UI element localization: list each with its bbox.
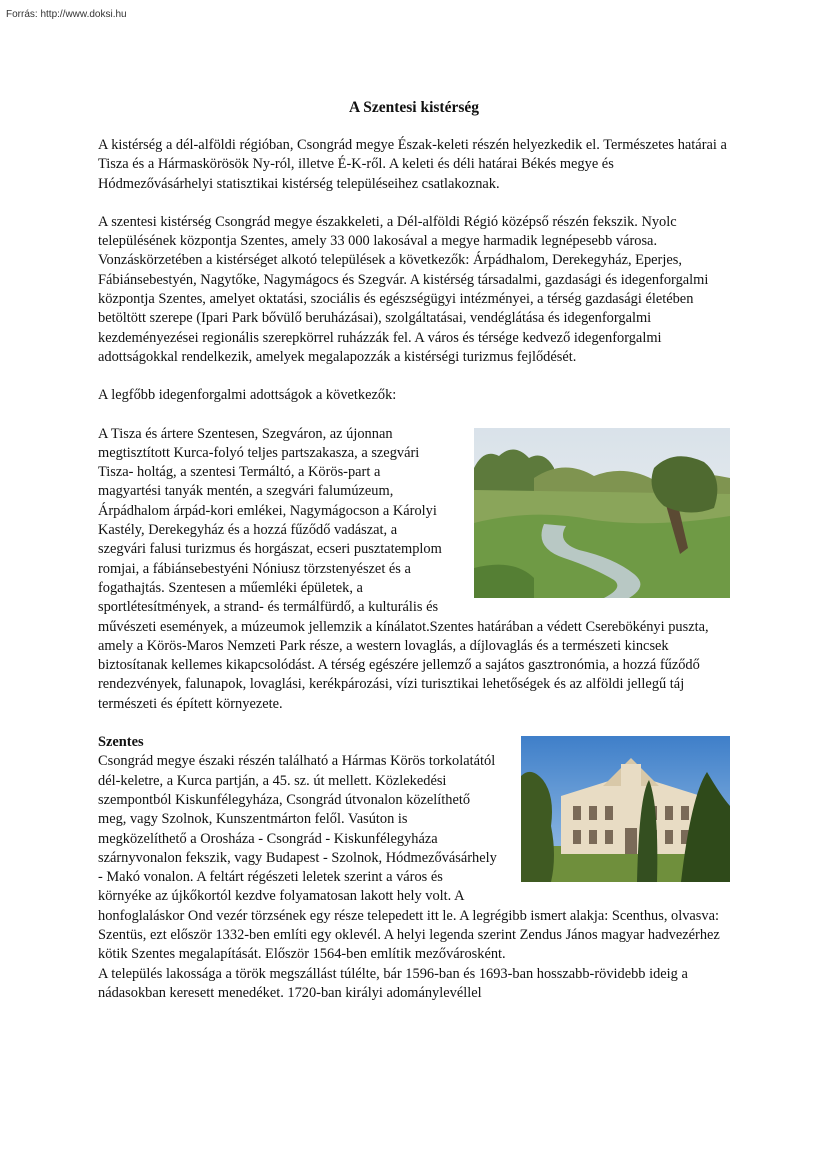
paragraph-attractions-intro: A legfőbb idegenforgalmi adottságok a következők: — [98, 387, 397, 404]
building-photo — [521, 736, 730, 882]
paragraph-history: A település lakossága a török megszállást túlélte, bár 1596-ban és 1693-ban hosszabb-rövidebb ideig a nádasokban keresett menedéket. 1720-ban királyi adománylevéllel — [98, 965, 688, 1001]
source-caption: Forrás: http://www.doksi.hu — [6, 9, 127, 20]
page-title: A Szentesi kistérség — [348, 99, 479, 116]
river-landscape-photo — [474, 428, 730, 598]
paragraph-overview: A szentesi kistérség Csongrád megye északkeleti, a Dél-alföldi Régió középső részén fekszik. Nyolc településének központja Szentes, amely 33 000 lakosával a megye harmadik legnépesebb városa. Vonzáskörzetében a kistérséget alkotó települések a következők: Árpádhalom, Derekegyház, Eperjes, Fábiánsebestyén, Nagytőke, Nagymágocs és Szegvár. A kistérség társadalmi, gazdasági és idegenforgalmi központja Szentes, amelyet oktatási, szociális és egészségügyi intézményei, a térség gazdasági életében betöltött szerepe (Ipari Park bővülő beruházásai), szolgáltatásai, vendéglátása és idegenforgalmi kezdeményezései regionális szerepkörrel ruházzák fel. A város és térsége kedvező idegenforgalmi adottságokkal rendelkezik, amelyek megalapozzák a kistérségi turizmus fejlődését. — [98, 213, 709, 365]
paragraph-attractions: A Tisza és ártere Szentesen, Szegváron, az újonnan megtisztított Kurca-folyó teljes partszakasza, a szegvári Tisza- holtág, a szentesi Termáltó, a Körös-part a magyartési tanyák mentén, a szegvári falumúzeum, Árpádhalom árpád-kori emlékei, Nagymágocson a Károlyi Kastély, Derekegyház és a hozzá fűződő vadászat, a szegvári falusi turizmus és horgászat, ecseri pusztatemplom romjai, a fábiánsebestyéni Nóniusz törzstenyészet és a fogathajtás. Szentesen a műemléki épületek, a sportlétesítmények, a strand- és termálfürdő, a kulturális és művészeti események, a múzeumok jellemzik a kínálatot.Szentes határában a védett Cserebökényi puszta, amely a Körös-Maros Nemzeti Park része, a western lovaglás, a díjlovaglás és a természeti kincsek biztosítanak kellemes kikapcsolódást. A térség egészére jellemző a sajátos gasztronómia, a hozzá fűződő rendezvények, falunapok, lovaglási, kerékpározási, vízi turisztikai lehetőségek és az alföldi jellegű táj természeti és épített környezete. — [98, 425, 709, 712]
document-page — [98, 98, 730, 1003]
paragraph-szentes: Csongrád megye északi részén található a Hármas Körös torkolatától dél-keletre, a Kurca partján, a 45. sz. út mellett. Közlekedési szempontból Kiskunfélegyháza, Csongrád útvonalon közelíthető meg, vagy Szolnok, Kunszentmárton felől. Vasúton is megközelíthető a Orosháza - Csongrád - Kiskunfélegyháza szárnyvonalon fekszik, vagy Budapest - Szolnok, Hódmezővásárhely - Makó vonalon. A feltárt régészeti leletek szerint a város és környéke az újkőkortól kezdve folyamatosan lakott hely volt. A honfoglaláskor Ond vezér törzsének egy része telepedett itt le. A legrégibb ismert alakja: Scenthus, olvasva: Szentüs, ezt először 1332-ben említi egy oklevél. A helyi legenda szerint Zendus János magyar hadvezérhez kötik Szentes megalapítását. Először 1564-ben említik mezővárosként. — [98, 753, 720, 963]
paragraph-intro: A kistérség a dél-alföldi régióban, Csongrád megye Észak-keleti részén helyezkedik el. Természetes határai a Tisza és a Hármaskörösök Ny-ról, illetve É-K-ről. A keleti és déli határai Békés megye és Hódmezővásárhelyi statisztikai kistérség településeihez csatlakoznak. — [98, 137, 727, 192]
section-heading-szentes: Szentes — [98, 734, 144, 751]
